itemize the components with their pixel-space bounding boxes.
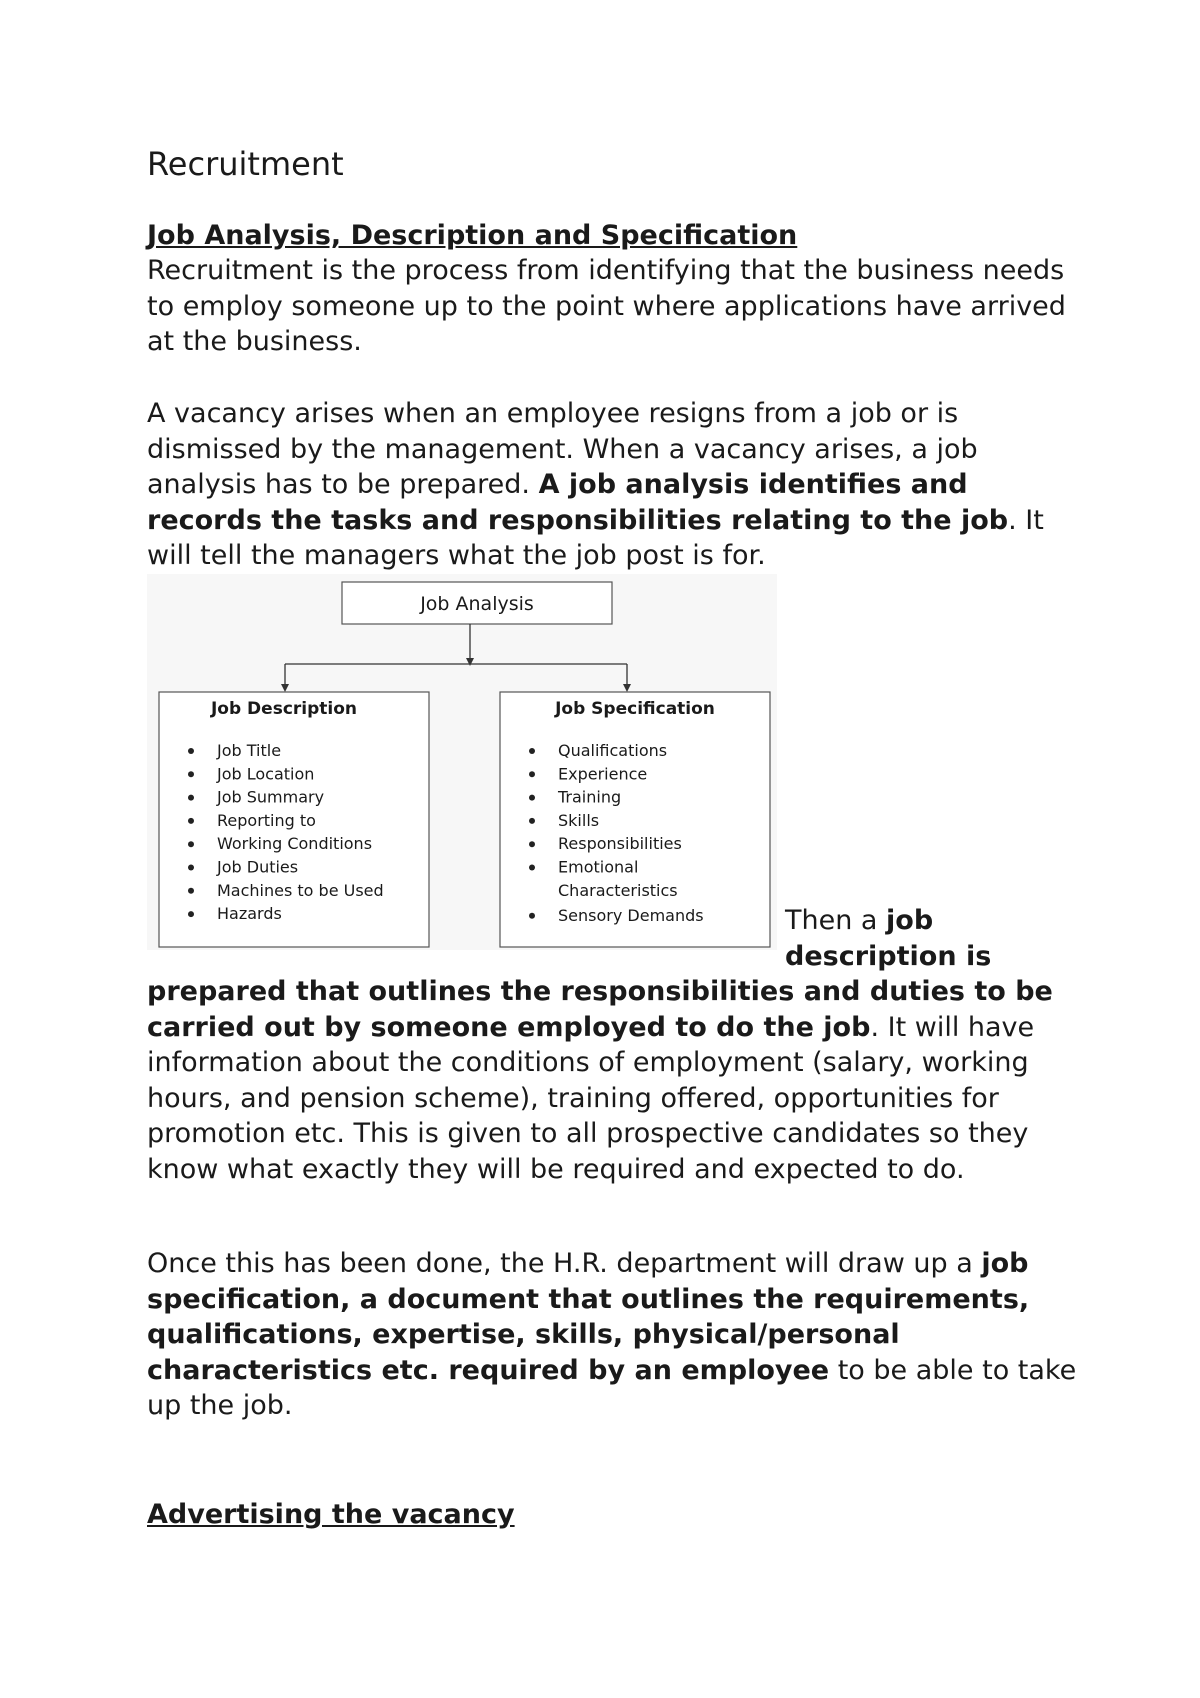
paragraph-vacancy-bold: A job analysis identifies and records the tasks and responsibilities relating to the job (147, 469, 1009, 536)
job-specification-bullet (529, 818, 535, 824)
paragraph-job-description-text: Then a (785, 905, 887, 936)
job-description-list-item: Job Summary (217, 787, 325, 807)
paragraph-vacancy-text: A vacancy arises when an employee resigns from a job or is dismissed by the management. When a vacancy arises, a job analysis has to be prepared. (147, 398, 978, 500)
job-analysis-box-label: Job Analysis (420, 593, 534, 615)
job-specification-bullet (529, 795, 535, 801)
section-heading-job-analysis: Job Analysis, Description and Specification (147, 220, 798, 251)
job-description-list-item: Hazards (217, 904, 282, 924)
job-description-bullet (188, 771, 194, 777)
job-specification-list-item: Sensory Demands (558, 905, 704, 925)
paragraph-job-description-text-end: . It will have information about the conditions of employment (salary, working hours, and pension scheme), training offered, opportunities for promotion etc. This is given to all prospective candidates so they know what exactly they will be required and expected to do. (147, 1011, 1035, 1185)
job-specification-bullet (529, 841, 535, 847)
job-description-bullet (188, 911, 194, 917)
paragraph-job-description-flow (147, 574, 1077, 1187)
job-analysis-diagram (147, 574, 777, 950)
job-description-list-item: Working Conditions (217, 834, 373, 854)
job-description-list-item: Job Title (217, 741, 282, 760)
job-description-title: Job Description (210, 699, 358, 719)
job-description-bullet (188, 888, 194, 894)
job-analysis-diagram-svg (147, 574, 777, 950)
job-specification-list-item: Emotional (558, 857, 639, 877)
job-specification-list-item: Experience (558, 764, 648, 784)
paragraph-job-specification-text: Once this has been done, the H.R. department will draw up a (147, 1248, 982, 1279)
paragraph-job-specification (147, 1246, 1077, 1424)
job-description-bullet (188, 818, 194, 824)
section-heading-advertising: Advertising the vacancy (147, 1499, 515, 1530)
job-specification-list-item: Training (558, 787, 622, 807)
job-specification-list-item: Characteristics (558, 880, 678, 900)
job-specification-bullet (529, 865, 535, 871)
paragraph-job-specification-text-end: to be able to take up the job. (147, 1354, 1077, 1421)
job-specification-list-item: Skills (558, 810, 600, 830)
paragraph-vacancy (147, 396, 1077, 574)
job-specification-bullet (529, 913, 535, 919)
paragraph-vacancy-text-end: . It will tell the managers what the job post is for. (147, 504, 1044, 571)
job-specification-list-item: Qualifications (558, 741, 668, 760)
paragraph-recruitment-definition: Recruitment is the process from identifying that the business needs to employ someone up to the point where applications have arrived at the business. (147, 255, 1066, 357)
job-description-bullet (188, 795, 194, 801)
paragraph-job-description-bold: job description is prepared that outlines the responsibilities and duties to be carried out by someone employed to do the job (147, 905, 1053, 1043)
job-description-list-item: Job Location (217, 764, 315, 784)
job-description-list-item: Job Duties (217, 857, 299, 877)
job-specification-bullet (529, 771, 535, 777)
page-title: Recruitment (147, 145, 344, 183)
job-description-bullet (188, 841, 194, 847)
job-specification-title: Job Specification (555, 699, 715, 719)
job-description-bullet (188, 865, 194, 871)
job-specification-bullet (529, 748, 535, 754)
job-description-list-item: Reporting to (217, 810, 316, 830)
job-description-bullet (188, 748, 194, 754)
paragraph-job-specification-bold: job specification, a document that outlines the requirements, qualifications, expertise, skills, physical/personal characteristics etc. required by an employee (147, 1248, 1030, 1386)
job-specification-list-item: Responsibilities (558, 834, 682, 854)
job-description-list-item: Machines to be Used (217, 880, 384, 900)
